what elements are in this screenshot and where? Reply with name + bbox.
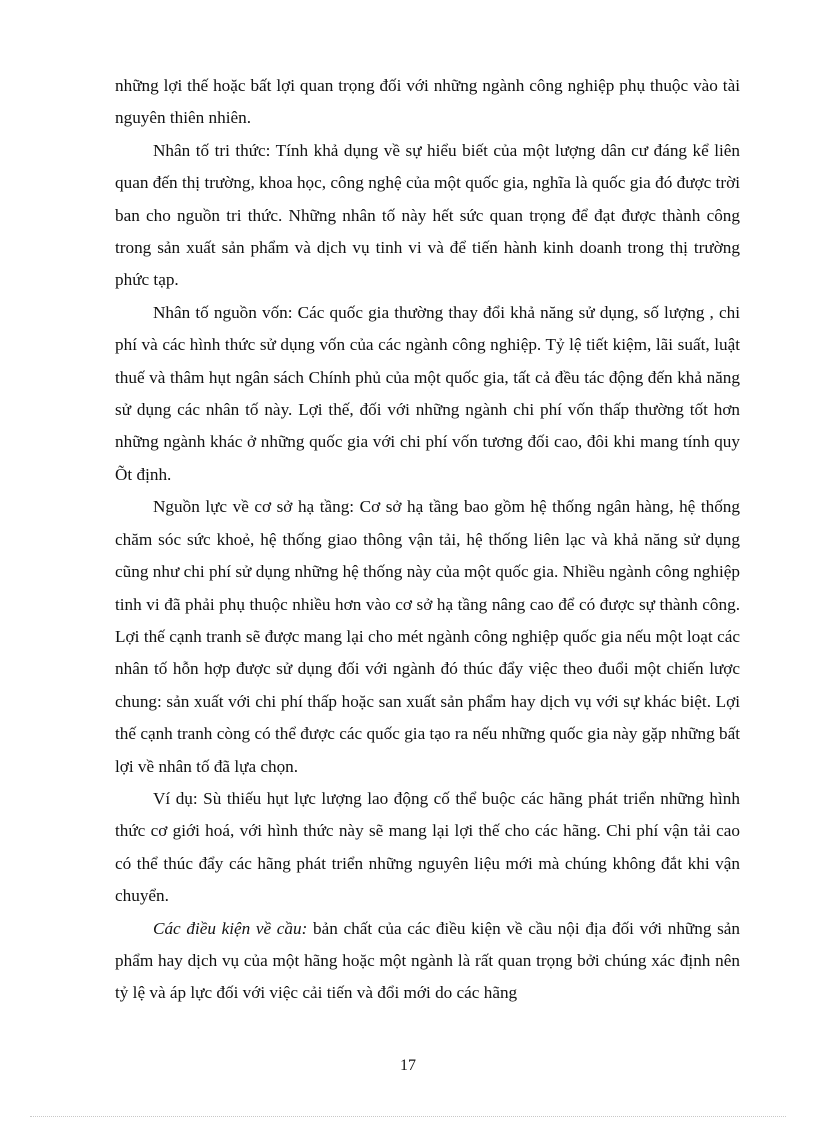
paragraph-capital-factor: [115, 297, 740, 491]
paragraph-1-text: những lợi thế hoặc bất lợi quan trọng đối với những ngành công nghiệp phụ thuộc vào tài nguyên thiên nhiên.: [115, 76, 740, 128]
footer-divider: [30, 1116, 786, 1117]
paragraph-3-text: Nhân tố nguồn vốn: Các quốc gia thường thay đổi khả năng sử dụng, số lượng , chi phí và các hình thức sử dụng vốn của các ngành công nghiệp. Tỷ lệ tiết kiệm, lãi suất, luật thuế và thâm hụt ngân sách Chính phủ của một quốc gia, tất cả đều tác động đến khả năng sử dụng các nhân tố này. Lợi thế, đối với những ngành chi phí vốn thấp thường tốt hơn những ngành khác ở những quốc gia với chi phí vốn tương đối cao, đôi khi mang tính quy Õt định.: [115, 302, 740, 484]
paragraph-6-text: bản chất của các điều kiện về cầu nội địa đối với những sản phẩm hay dịch vụ của một hãng hoặc một ngành là rất quan trọng bởi chúng xác định nên tỷ lệ và áp lực đối với việc cải tiến và đổi mới do các hãng: [115, 918, 740, 1003]
paragraph-demand-conditions: [115, 913, 740, 1010]
paragraph-knowledge-factor: [115, 135, 740, 297]
page-body: [115, 70, 740, 1010]
paragraph-5-text: Ví dụ: Sù thiếu hụt lực lượng lao động cố thể buộc các hãng phát triển những hình thức cơ giới hoá, với hình thức này sẽ mang lại lợi thế cho các hãng. Chi phí vận tải cao có thể thúc đẩy các hãng phát triển những nguyên liệu mới mà chúng không đắt khi vận chuyển.: [115, 788, 740, 906]
paragraph-1: [115, 70, 740, 135]
paragraph-4-text: Nguồn lực về cơ sở hạ tầng: Cơ sở hạ tầng bao gồm hệ thống ngân hàng, hệ thống chăm sóc sức khoẻ, hệ thống giao thông vận tải, hệ thống liên lạc và khả năng sử dụng cũng như chi phí sử dụng những hệ thống này của một quốc gia. Nhiều ngành công nghiệp tinh vi đã phải phụ thuộc nhiều hơn vào cơ sở hạ tầng nâng cao để có được sự thành công. Lợi thế cạnh tranh sẽ được mang lại cho mét ngành công nghiệp quốc gia nếu một loạt các nhân tố hỗn hợp được sử dụng đối với ngành đó thúc đẩy việc theo đuổi một chiến lược chung: sản xuất với chi phí thấp hoặc san xuất sản phẩm hay dịch vụ với sự khác biệt. Lợi thế cạnh tranh còng có thể được các quốc gia tạo ra nếu những quốc gia này gặp những bất lợi về nhân tố đã lựa chọn.: [115, 497, 740, 776]
paragraph-infrastructure: [115, 491, 740, 783]
paragraph-6-italic-lead: Các điều kiện về cầu:: [153, 918, 308, 938]
paragraph-example: [115, 783, 740, 913]
page-number: 17: [400, 1057, 416, 1074]
paragraph-2-text: Nhân tố tri thức: Tính khả dụng về sự hiểu biết của một lượng dân cư đáng kể liên quan đến thị trường, khoa học, công nghệ của một quốc gia, nghĩa là quốc gia đó được trời ban cho nguồn tri thức. Những nhân tố này hết sức quan trọng để đạt được thành công trong sản xuất sản phẩm và dịch vụ tinh vi và để tiến hành kinh doanh trong thị trường phức tạp.: [115, 140, 740, 290]
